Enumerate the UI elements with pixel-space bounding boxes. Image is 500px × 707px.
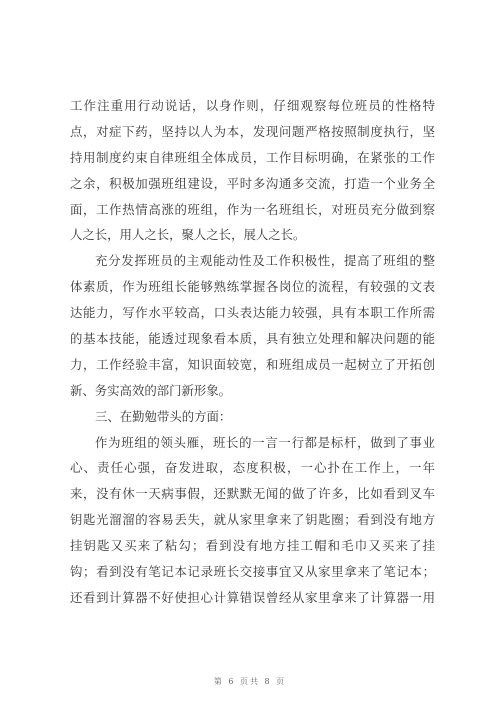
text-line: 之余，积极加强班组建设，平时多沟通多交流，打造一个业务全 [70, 175, 435, 191]
text-line: 钩；看到没有笔记本记录班长交接事宜又从家里拿来了笔记本； [70, 564, 435, 580]
text-line: 挂钥匙又买来了粘勾；看到没有地方挂工帽和毛巾又买来了挂 [70, 538, 435, 554]
body-text [70, 93, 435, 611]
text-line: 三、在勤勉带头的方面： [95, 408, 232, 424]
text-line: 充分发挥班员的主观能动性及工作积极性，提高了班组的整 [95, 253, 435, 269]
text-line: 还看到计算器不好使担心计算错误曾经从家里拿来了计算器一用 [70, 589, 435, 605]
text-line: 新、务实高效的部门新形象。 [70, 382, 232, 398]
text-line: 力，工作经验丰富，知识面较宽，和班组成员一起树立了开拓创 [70, 356, 435, 372]
text-line: 作为班组的领头雁，班长的一言一行都是标杆，做到了事业 [95, 434, 435, 450]
text-line: 面，工作热情高涨的班组，作为一名班组长，对班员充分做到察 [70, 201, 435, 217]
text-line: 达能力，写作水平较高，口头表达能力较强，具有本职工作所需 [70, 305, 435, 321]
text-line: 的基本技能，能透过现象看本质，具有独立处理和解决问题的能 [70, 331, 435, 347]
text-line: 心、责任心强，奋发进取，态度积极，一心扑在工作上，一年 [70, 460, 435, 476]
text-line: 体素质，作为班组长能够熟练掌握各岗位的流程，有较强的文表 [70, 279, 435, 295]
text-line: 工作注重用行动说话，以身作则，仔细观察每位班员的性格特 [70, 98, 435, 113]
text-line: 点，对症下药，坚持以人为本，发现问题严格按照制度执行，坚 [70, 123, 435, 139]
text-line: 人之长，用人之长，聚人之长，展人之长。 [70, 227, 306, 243]
text-line: 持用制度约束自律班组全体成员，工作目标明确，在紧张的工作 [70, 149, 435, 165]
text-line: 钥匙光溜溜的容易丢失，就从家里拿来了钥匙圈；看到没有地方 [70, 512, 435, 528]
page-footer: 第 6 页共 8 页 [213, 677, 287, 686]
text-line: 来，没有休一天病事假，还默默无闻的做了许多，比如看到叉车 [70, 486, 435, 502]
